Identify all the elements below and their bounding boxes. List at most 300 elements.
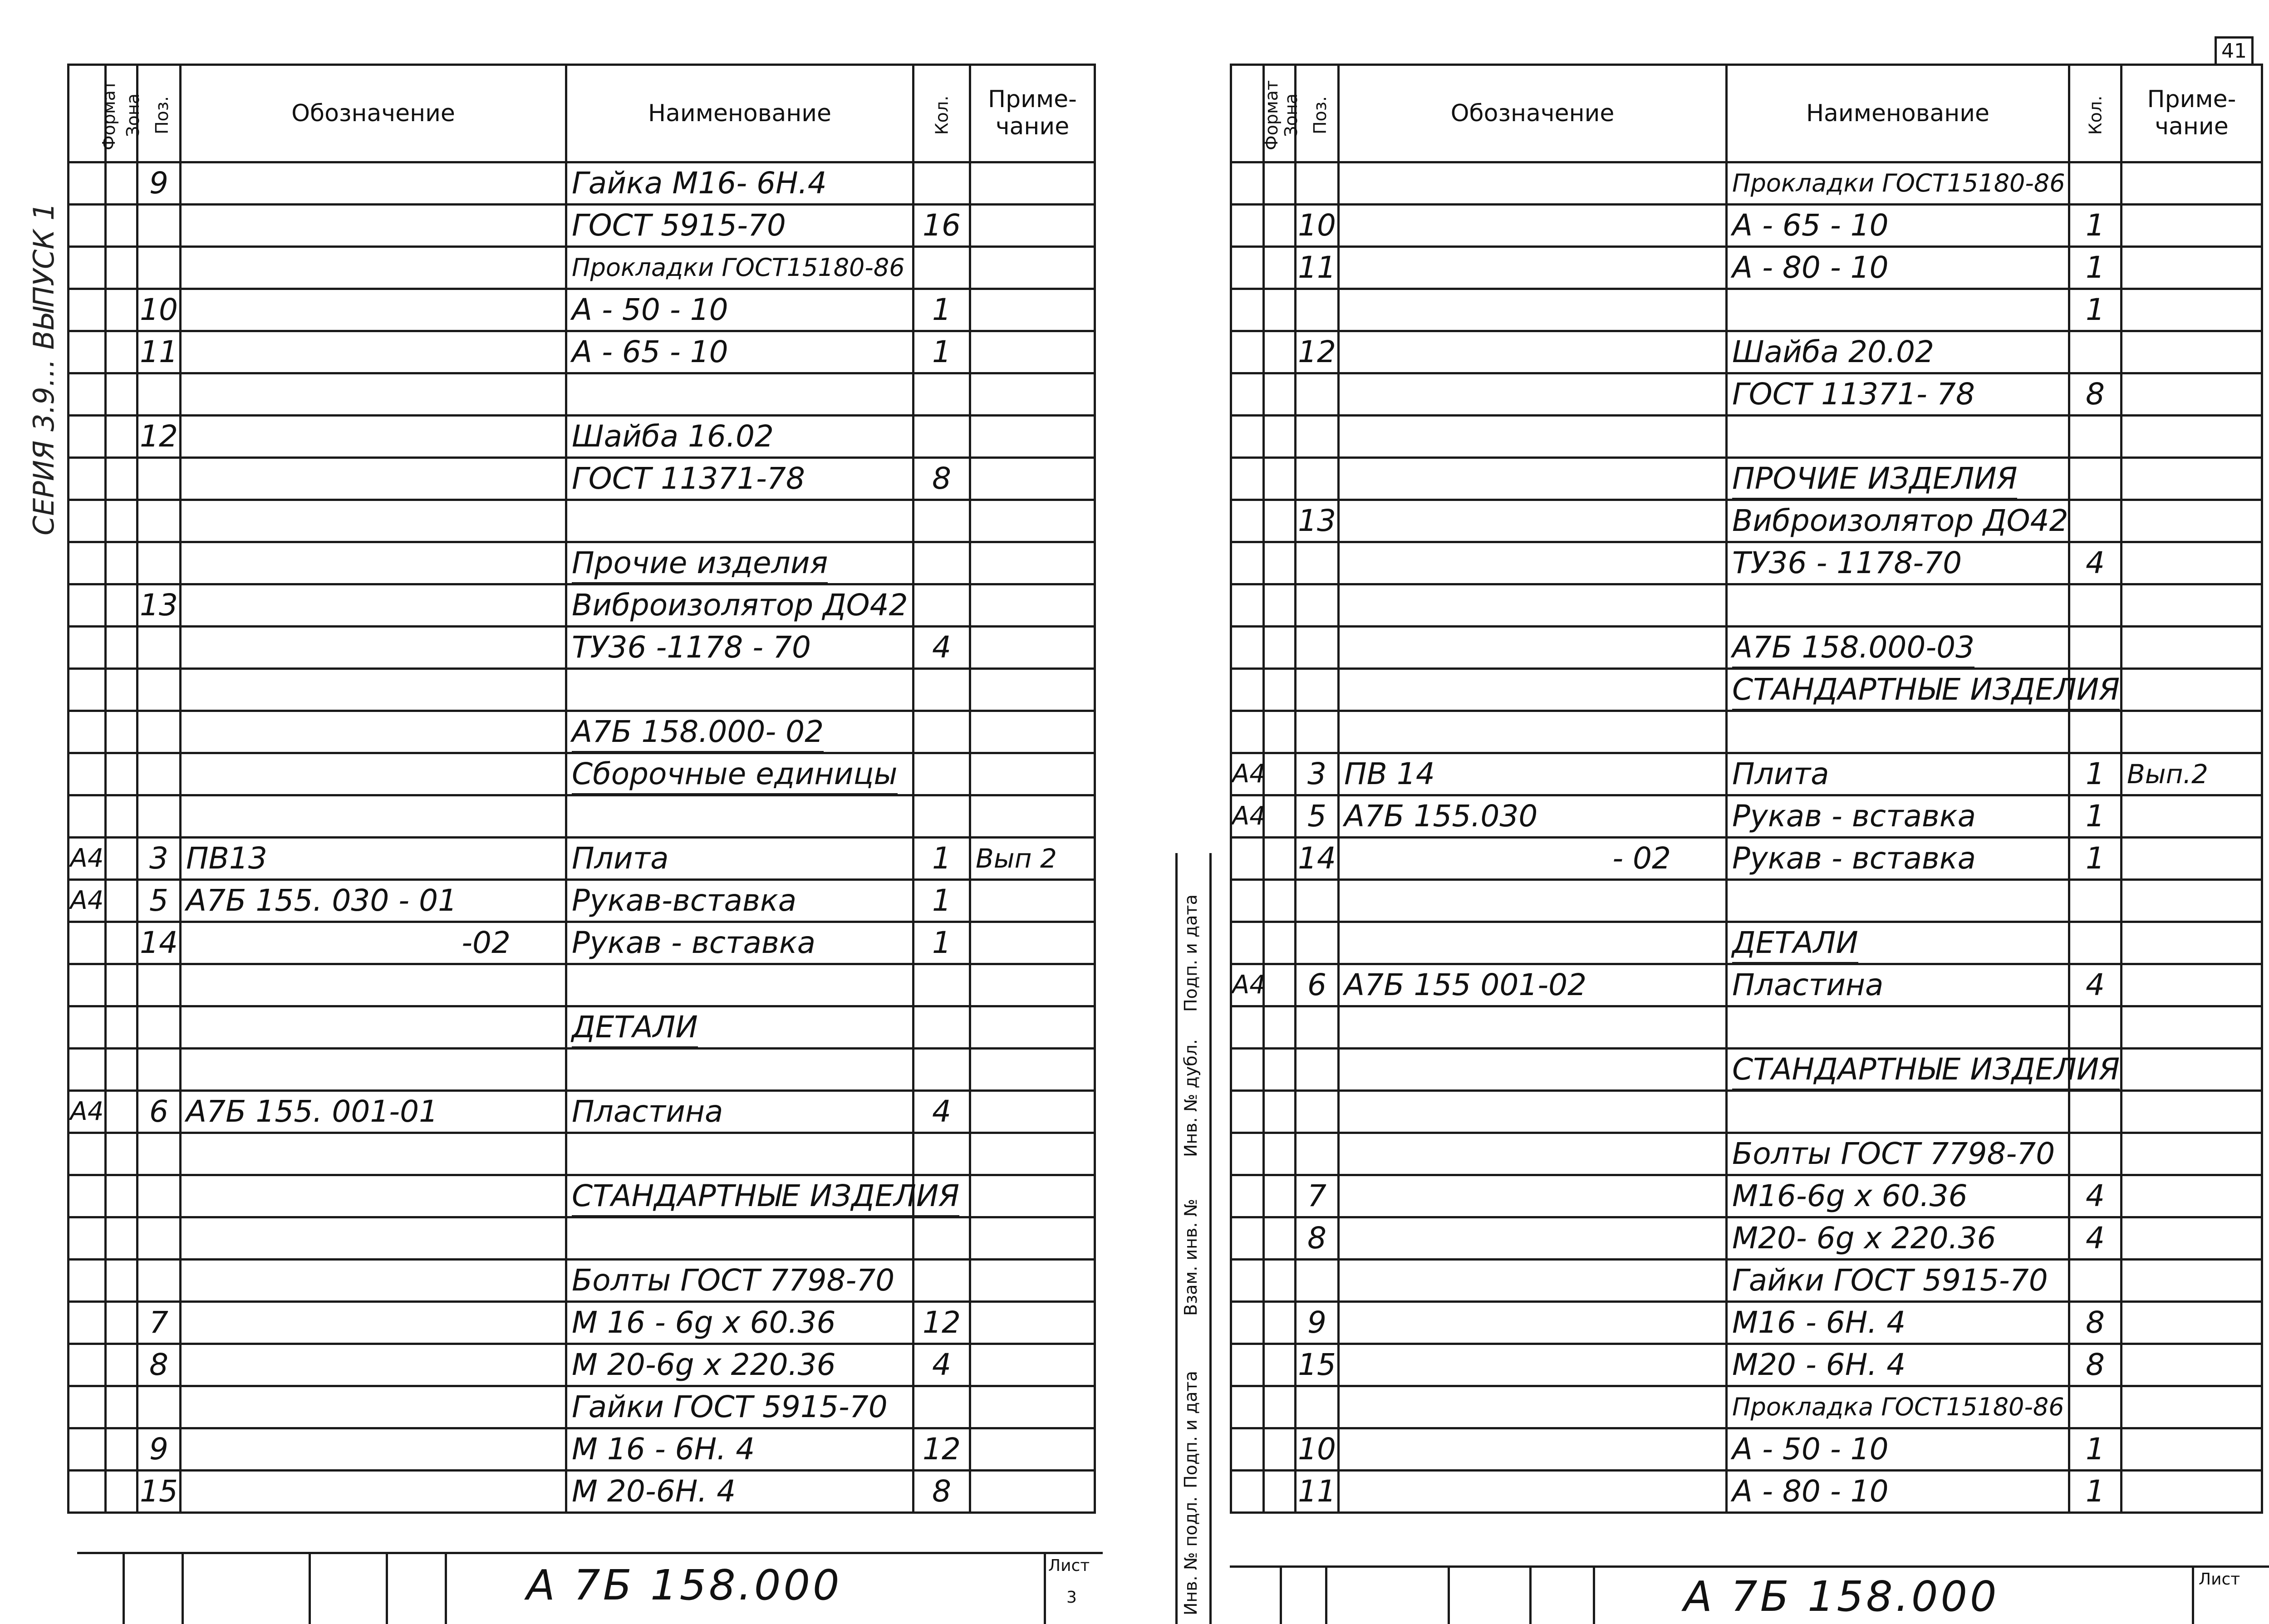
cell-zona: [1264, 1133, 1296, 1175]
cell-note: [970, 584, 1095, 627]
cell-name: СТАНДАРТНЫЕ ИЗДЕЛИЯ: [566, 1175, 913, 1217]
cell-zona: [1264, 205, 1296, 247]
cell-zona: [1264, 1471, 1296, 1513]
cell-note: [2122, 500, 2262, 542]
table-row: [1231, 1091, 2262, 1133]
table-row: [1231, 1006, 2262, 1049]
cell-format: [69, 331, 106, 373]
stamp-divider: [182, 1552, 184, 1624]
header-prim: Приме- чание: [2122, 65, 2262, 162]
cell-zona: [1264, 1386, 1296, 1428]
stamp-divider: [1529, 1565, 1532, 1624]
cell-name: Пластина: [566, 1091, 913, 1133]
cell-note: [970, 289, 1095, 331]
cell-poz: [138, 1260, 181, 1302]
table-row: [1231, 1471, 2262, 1513]
cell-qty: 4: [2069, 1217, 2122, 1260]
specification-table-left: [67, 64, 1096, 1514]
cell-poz: [1296, 162, 1339, 205]
cell-name: Прокладки ГОСТ15180-86: [566, 247, 913, 289]
cell-designation: [1339, 1302, 1727, 1344]
cell-designation: [1339, 922, 1727, 964]
cell-name: [566, 500, 913, 542]
cell-qty: [2069, 1133, 2122, 1175]
cell-zona: [106, 331, 138, 373]
cell-name: [1727, 289, 2069, 331]
cell-note: [970, 1133, 1095, 1175]
cell-name: СТАНДАРТНЫЕ ИЗДЕЛИЯ: [1727, 1049, 2069, 1091]
cell-designation: [1339, 331, 1727, 373]
cell-name: [566, 1217, 913, 1260]
cell-name: А - 80 - 10: [1727, 1471, 2069, 1513]
cell-format: [1231, 416, 1264, 458]
cell-poz: 7: [138, 1302, 181, 1344]
cell-designation: [1339, 1217, 1727, 1260]
cell-format: [69, 922, 106, 964]
cell-poz: 3: [138, 838, 181, 880]
cell-poz: [1296, 1260, 1339, 1302]
cell-name: М 16 - 6g x 60.36: [566, 1302, 913, 1344]
cell-note: [970, 1049, 1095, 1091]
cell-name: ГОСТ 11371- 78: [1727, 373, 2069, 416]
cell-format: [69, 669, 106, 711]
cell-format: [69, 1133, 106, 1175]
cell-note: [2122, 1302, 2262, 1344]
cell-zona: [1264, 584, 1296, 627]
cell-name: ГОСТ 11371-78: [566, 458, 913, 500]
cell-poz: [138, 1386, 181, 1428]
cell-designation: [181, 1344, 566, 1386]
document-code: А 7Б 158.000: [526, 1561, 842, 1609]
cell-qty: [913, 711, 970, 753]
table-row: [69, 331, 1095, 373]
cell-name: Прокладки ГОСТ15180-86: [1727, 162, 2069, 205]
cell-designation: [181, 500, 566, 542]
cell-qty: [913, 753, 970, 795]
table-row: [69, 1386, 1095, 1428]
cell-name: [566, 795, 913, 838]
cell-name: Шайба 20.02: [1727, 331, 2069, 373]
cell-poz: [1296, 922, 1339, 964]
cell-format: [69, 1471, 106, 1513]
cell-zona: [1264, 1260, 1296, 1302]
cell-name: Рукав-вставка: [566, 880, 913, 922]
cell-note: [970, 1302, 1095, 1344]
cell-name: ДЕТАЛИ: [1727, 922, 2069, 964]
cell-qty: 8: [2069, 1344, 2122, 1386]
cell-name: ТУ36 -1178 - 70: [566, 627, 913, 669]
cell-qty: 1: [913, 880, 970, 922]
cell-designation: [181, 627, 566, 669]
cell-qty: [2069, 1006, 2122, 1049]
cell-qty: [913, 584, 970, 627]
header-format: Формат: [69, 65, 106, 162]
cell-format: [69, 1217, 106, 1260]
cell-name: Прочие изделия: [566, 542, 913, 584]
cell-format: [69, 711, 106, 753]
table-row: [69, 500, 1095, 542]
table-row: [69, 458, 1095, 500]
sheet-number: 3: [1066, 1588, 1077, 1607]
cell-name: А - 65 - 10: [1727, 205, 2069, 247]
cell-designation: [181, 669, 566, 711]
table-row: [69, 964, 1095, 1006]
cell-note: [2122, 331, 2262, 373]
cell-zona: [106, 584, 138, 627]
cell-designation: [181, 162, 566, 205]
table-row: [69, 205, 1095, 247]
cell-name: Плита: [566, 838, 913, 880]
cell-qty: 1: [2069, 247, 2122, 289]
cell-name: Шайба 16.02: [566, 416, 913, 458]
side-label-2: Подп. и дата: [1181, 1371, 1201, 1488]
cell-name: ПРОЧИЕ ИЗДЕЛИЯ: [1727, 458, 2069, 500]
cell-qty: 8: [913, 1471, 970, 1513]
side-label-4: Инв. № дубл.: [1181, 1039, 1201, 1157]
right-sheet: [1175, 0, 2269, 1624]
cell-name: М 16 - 6Н. 4: [566, 1428, 913, 1471]
table-row: [1231, 247, 2262, 289]
table-row: [69, 627, 1095, 669]
cell-zona: [1264, 795, 1296, 838]
cell-name: М20 - 6Н. 4: [1727, 1344, 2069, 1386]
cell-format: [69, 1428, 106, 1471]
cell-format: [69, 458, 106, 500]
cell-format: [1231, 289, 1264, 331]
table-row: [1231, 795, 2262, 838]
cell-note: [2122, 1344, 2262, 1386]
cell-zona: [1264, 500, 1296, 542]
cell-qty: 4: [913, 627, 970, 669]
cell-format: [69, 627, 106, 669]
table-row: [69, 373, 1095, 416]
header-row: [69, 65, 1095, 162]
cell-poz: [1296, 711, 1339, 753]
table-row: [1231, 922, 2262, 964]
cell-note: Вып 2: [970, 838, 1095, 880]
header-row: [1231, 65, 2262, 162]
cell-poz: [138, 1133, 181, 1175]
table-row: [1231, 1049, 2262, 1091]
cell-zona: [106, 500, 138, 542]
cell-note: [970, 331, 1095, 373]
cell-zona: [106, 1471, 138, 1513]
cell-qty: 1: [2069, 838, 2122, 880]
cell-format: [1231, 627, 1264, 669]
cell-designation: ПВ13: [181, 838, 566, 880]
table-row: [1231, 1175, 2262, 1217]
cell-qty: 1: [2069, 795, 2122, 838]
cell-format: [1231, 1006, 1264, 1049]
cell-format: [1231, 1428, 1264, 1471]
cell-format: [69, 753, 106, 795]
cell-poz: [138, 1006, 181, 1049]
cell-note: [970, 1091, 1095, 1133]
cell-name: А7Б 158.000- 02: [566, 711, 913, 753]
cell-poz: 15: [1296, 1344, 1339, 1386]
header-oboz: Обозначение: [1339, 65, 1727, 162]
cell-poz: [138, 669, 181, 711]
table-row: [1231, 416, 2262, 458]
cell-designation: [1339, 1428, 1727, 1471]
cell-qty: [913, 1133, 970, 1175]
cell-designation: [181, 1175, 566, 1217]
cell-designation: [181, 584, 566, 627]
cell-zona: [1264, 711, 1296, 753]
cell-format: [69, 584, 106, 627]
cell-format: [69, 1175, 106, 1217]
table-row: [69, 669, 1095, 711]
cell-zona: [106, 922, 138, 964]
cell-name: М16 - 6Н. 4: [1727, 1302, 2069, 1344]
cell-designation: [1339, 669, 1727, 711]
cell-poz: 11: [138, 331, 181, 373]
cell-format: [1231, 1049, 1264, 1091]
cell-zona: [106, 1091, 138, 1133]
cell-name: [566, 1133, 913, 1175]
cell-format: [1231, 838, 1264, 880]
table-row: [1231, 753, 2262, 795]
cell-qty: 1: [2069, 289, 2122, 331]
cell-name: Прокладка ГОСТ15180-86: [1727, 1386, 2069, 1428]
cell-designation: [1339, 1091, 1727, 1133]
cell-note: [970, 1260, 1095, 1302]
header-poz: Поз.: [138, 65, 181, 162]
cell-note: [2122, 1260, 2262, 1302]
cell-designation: [1339, 1260, 1727, 1302]
cell-format: [69, 289, 106, 331]
cell-name: [1727, 416, 2069, 458]
stamp-divider: [1325, 1565, 1327, 1624]
cell-format: А4: [69, 880, 106, 922]
cell-qty: 1: [913, 331, 970, 373]
table-row: [1231, 542, 2262, 584]
cell-zona: [1264, 964, 1296, 1006]
cell-note: [970, 669, 1095, 711]
header-naim: Наименование: [1727, 65, 2069, 162]
cell-zona: [106, 162, 138, 205]
cell-poz: [1296, 669, 1339, 711]
cell-zona: [1264, 1302, 1296, 1344]
cell-note: [970, 373, 1095, 416]
cell-name: [566, 1049, 913, 1091]
cell-qty: [913, 162, 970, 205]
cell-name: Рукав - вставка: [1727, 795, 2069, 838]
cell-zona: [1264, 458, 1296, 500]
cell-qty: 8: [2069, 1302, 2122, 1344]
cell-designation: А7Б 155. 030 - 01: [181, 880, 566, 922]
cell-qty: [913, 247, 970, 289]
cell-name: [1727, 880, 2069, 922]
cell-zona: [106, 1175, 138, 1217]
cell-zona: [106, 1260, 138, 1302]
cell-format: [1231, 458, 1264, 500]
cell-name: [566, 669, 913, 711]
cell-zona: [106, 1428, 138, 1471]
stamp-divider: [1044, 1552, 1046, 1624]
table-row: [69, 838, 1095, 880]
cell-qty: [2069, 584, 2122, 627]
cell-qty: 1: [913, 838, 970, 880]
table-row: [69, 1260, 1095, 1302]
cell-poz: [138, 458, 181, 500]
table-row: [69, 1091, 1095, 1133]
header-naim: Наименование: [566, 65, 913, 162]
cell-designation: [181, 205, 566, 247]
cell-format: [1231, 1175, 1264, 1217]
table-row: [69, 922, 1095, 964]
cell-note: [2122, 922, 2262, 964]
cell-name: Гайка М16- 6Н.4: [566, 162, 913, 205]
cell-format: [69, 1049, 106, 1091]
header-prim: Приме- чание: [970, 65, 1095, 162]
cell-name: Болты ГОСТ 7798-70: [566, 1260, 913, 1302]
cell-qty: [913, 542, 970, 584]
cell-note: [2122, 838, 2262, 880]
cell-poz: [1296, 542, 1339, 584]
cell-poz: [1296, 627, 1339, 669]
cell-zona: [106, 289, 138, 331]
cell-poz: 6: [1296, 964, 1339, 1006]
cell-note: [2122, 1091, 2262, 1133]
cell-designation: [181, 1133, 566, 1175]
cell-poz: 13: [1296, 500, 1339, 542]
table-row: [69, 416, 1095, 458]
cell-poz: 10: [138, 289, 181, 331]
table-row: [1231, 331, 2262, 373]
cell-name: Сборочные единицы: [566, 753, 913, 795]
table-row: [1231, 1302, 2262, 1344]
cell-qty: 16: [913, 205, 970, 247]
page-number: 41: [2215, 36, 2254, 66]
cell-name: Гайки ГОСТ 5915-70: [566, 1386, 913, 1428]
cell-designation: [181, 795, 566, 838]
cell-note: [2122, 880, 2262, 922]
table-row: [69, 1133, 1095, 1175]
table-row: [1231, 162, 2262, 205]
cell-zona: [106, 542, 138, 584]
table-row: [69, 584, 1095, 627]
cell-zona: [106, 753, 138, 795]
cell-poz: [138, 247, 181, 289]
cell-note: [970, 542, 1095, 584]
cell-zona: [106, 1133, 138, 1175]
cell-designation: [181, 1049, 566, 1091]
table-row: [69, 289, 1095, 331]
cell-name: Болты ГОСТ 7798-70: [1727, 1133, 2069, 1175]
cell-note: Вып.2: [2122, 753, 2262, 795]
cell-note: [2122, 1006, 2262, 1049]
cell-qty: [913, 1006, 970, 1049]
cell-qty: 1: [2069, 205, 2122, 247]
cell-designation: А7Б 155.030: [1339, 795, 1727, 838]
cell-name: М 20-6g x 220.36: [566, 1344, 913, 1386]
cell-qty: 1: [2069, 1471, 2122, 1513]
cell-note: [970, 1217, 1095, 1260]
cell-qty: [2069, 711, 2122, 753]
cell-poz: 9: [138, 162, 181, 205]
left-strip-border: [1209, 853, 1212, 1624]
table-row: [1231, 289, 2262, 331]
cell-name: ДЕТАЛИ: [566, 1006, 913, 1049]
cell-qty: [2069, 922, 2122, 964]
cell-poz: [1296, 458, 1339, 500]
cell-note: [2122, 1049, 2262, 1091]
cell-qty: [2069, 880, 2122, 922]
cell-designation: [1339, 205, 1727, 247]
cell-poz: [1296, 1133, 1339, 1175]
cell-qty: [913, 1260, 970, 1302]
cell-designation: [1339, 500, 1727, 542]
cell-poz: 9: [1296, 1302, 1339, 1344]
cell-qty: [2069, 331, 2122, 373]
cell-qty: 8: [2069, 373, 2122, 416]
cell-format: [69, 373, 106, 416]
cell-poz: 14: [1296, 838, 1339, 880]
cell-zona: [1264, 1428, 1296, 1471]
cell-name: [566, 373, 913, 416]
cell-designation: [1339, 711, 1727, 753]
cell-zona: [1264, 1175, 1296, 1217]
cell-note: [970, 500, 1095, 542]
stamp-divider: [309, 1552, 311, 1624]
cell-designation: - 02: [1339, 838, 1727, 880]
cell-zona: [106, 627, 138, 669]
table-row: [69, 1471, 1095, 1513]
cell-note: [2122, 1133, 2262, 1175]
cell-zona: [1264, 542, 1296, 584]
cell-note: [970, 1344, 1095, 1386]
table-row: [1231, 711, 2262, 753]
cell-designation: [181, 542, 566, 584]
table-row: [69, 711, 1095, 753]
cell-format: [1231, 247, 1264, 289]
header-format: Формат: [1231, 65, 1264, 162]
cell-zona: [106, 1006, 138, 1049]
stamp-divider: [123, 1552, 125, 1624]
cell-format: [1231, 500, 1264, 542]
cell-note: [970, 1471, 1095, 1513]
table-row: [1231, 373, 2262, 416]
cell-format: [1231, 880, 1264, 922]
cell-zona: [106, 838, 138, 880]
cell-format: [1231, 205, 1264, 247]
cell-poz: 15: [138, 1471, 181, 1513]
cell-designation: [1339, 542, 1727, 584]
cell-format: [69, 1260, 106, 1302]
cell-qty: [913, 669, 970, 711]
cell-designation: [181, 458, 566, 500]
cell-poz: 10: [1296, 205, 1339, 247]
cell-note: [970, 1006, 1095, 1049]
cell-zona: [106, 964, 138, 1006]
table-row: [1231, 964, 2262, 1006]
cell-poz: [138, 964, 181, 1006]
cell-poz: 14: [138, 922, 181, 964]
cell-zona: [1264, 838, 1296, 880]
cell-format: [69, 500, 106, 542]
cell-format: [1231, 669, 1264, 711]
table-row: [69, 1217, 1095, 1260]
cell-zona: [1264, 1217, 1296, 1260]
cell-format: [1231, 584, 1264, 627]
stamp-divider: [2192, 1565, 2194, 1624]
cell-name: М20- 6g x 220.36: [1727, 1217, 2069, 1260]
stamp-divider: [1280, 1565, 1282, 1624]
cell-note: [2122, 795, 2262, 838]
side-label-3: Взам. инв. №: [1181, 1198, 1201, 1316]
cell-note: [2122, 162, 2262, 205]
